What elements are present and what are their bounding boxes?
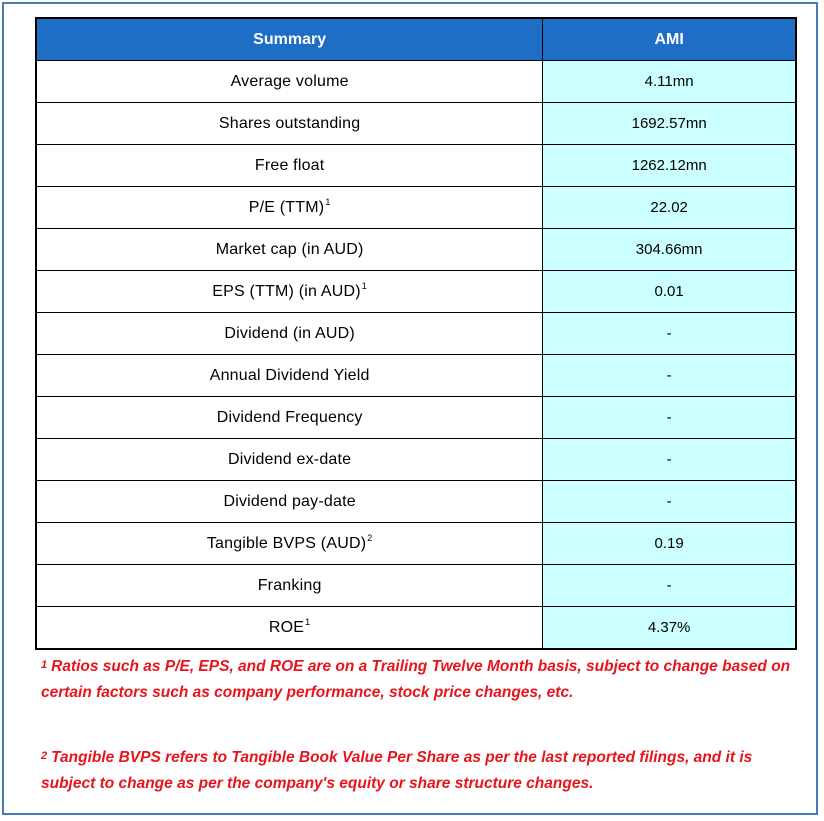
- table-row: [36, 61, 796, 103]
- metric-label-cell: [36, 481, 543, 523]
- table-row: [36, 565, 796, 607]
- metric-label: Dividend Frequency: [216, 408, 363, 426]
- metric-label-cell: [36, 229, 543, 271]
- table-row: [36, 229, 796, 271]
- table-row: [36, 607, 796, 650]
- table-row: [36, 355, 796, 397]
- metric-label: Market cap (in AUD): [215, 240, 364, 258]
- footnote: [41, 745, 801, 797]
- table-row: [36, 523, 796, 565]
- metric-label-cell: [36, 145, 543, 187]
- metric-label: Franking: [257, 576, 322, 594]
- table-row: [36, 103, 796, 145]
- metric-label: Dividend ex-date: [228, 450, 352, 468]
- summary-table: [35, 17, 797, 650]
- metric-label-cell: [36, 61, 543, 103]
- footnote-text: Tangible BVPS refers to Tangible Book Value Per Share as per the last reported filings, and it is subject to change as per the company's equity or share structure changes.: [41, 749, 753, 792]
- footnote-reference: 1: [325, 196, 331, 207]
- metric-label: P/E (TTM): [248, 198, 325, 216]
- metric-value: 0.01: [543, 271, 796, 313]
- footnote: [41, 654, 801, 706]
- metric-label-cell: [36, 523, 543, 565]
- metric-value: -: [543, 355, 796, 397]
- metric-value: -: [543, 439, 796, 481]
- table-body: [36, 61, 796, 650]
- metric-label: Average volume: [230, 72, 349, 90]
- metric-value: -: [543, 313, 796, 355]
- metric-label: Shares outstanding: [218, 114, 361, 132]
- table-row: [36, 145, 796, 187]
- metric-label: Dividend (in AUD): [224, 324, 355, 342]
- metric-label: Annual Dividend Yield: [209, 366, 370, 384]
- metric-value: -: [543, 565, 796, 607]
- metric-label-cell: [36, 313, 543, 355]
- metric-label-cell: [36, 607, 543, 650]
- metric-value: -: [543, 397, 796, 439]
- summary-column-header: Summary: [36, 18, 543, 61]
- metric-label-cell: [36, 439, 543, 481]
- table-row: [36, 397, 796, 439]
- metric-label-cell: [36, 103, 543, 145]
- metric-label: Tangible BVPS (AUD): [206, 534, 367, 552]
- footnote-text: Ratios such as P/E, EPS, and ROE are on a Trailing Twelve Month basis, subject to change based on certain factors such as company performance, stock price changes, etc.: [41, 658, 791, 701]
- footnote-marker: 1: [41, 659, 48, 671]
- footnote-reference: 1: [305, 616, 311, 627]
- ticker-column-header: AMI: [543, 18, 796, 61]
- metric-value: 1262.12mn: [543, 145, 796, 187]
- metric-label-cell: [36, 355, 543, 397]
- metric-value: -: [543, 481, 796, 523]
- footnote-reference: 1: [361, 280, 367, 291]
- table-row: [36, 187, 796, 229]
- metric-value: 304.66mn: [543, 229, 796, 271]
- metric-value: 22.02: [543, 187, 796, 229]
- metric-value: 1692.57mn: [543, 103, 796, 145]
- footnotes: [41, 654, 801, 797]
- metric-label-cell: [36, 271, 543, 313]
- table-row: [36, 439, 796, 481]
- table-row: [36, 481, 796, 523]
- table-row: [36, 271, 796, 313]
- metric-label-cell: [36, 397, 543, 439]
- summary-panel: [2, 2, 818, 815]
- table-header-row: [36, 18, 796, 61]
- footnote-reference: 2: [367, 532, 373, 543]
- metric-value: 0.19: [543, 523, 796, 565]
- table-row: [36, 313, 796, 355]
- metric-value: 4.11mn: [543, 61, 796, 103]
- metric-label: Dividend pay-date: [223, 492, 356, 510]
- metric-label: ROE: [268, 618, 305, 636]
- metric-value: 4.37%: [543, 607, 796, 650]
- metric-label-cell: [36, 187, 543, 229]
- metric-label: Free float: [254, 156, 325, 174]
- metric-label: EPS (TTM) (in AUD): [212, 282, 361, 300]
- footnote-marker: 2: [41, 750, 48, 762]
- metric-label-cell: [36, 565, 543, 607]
